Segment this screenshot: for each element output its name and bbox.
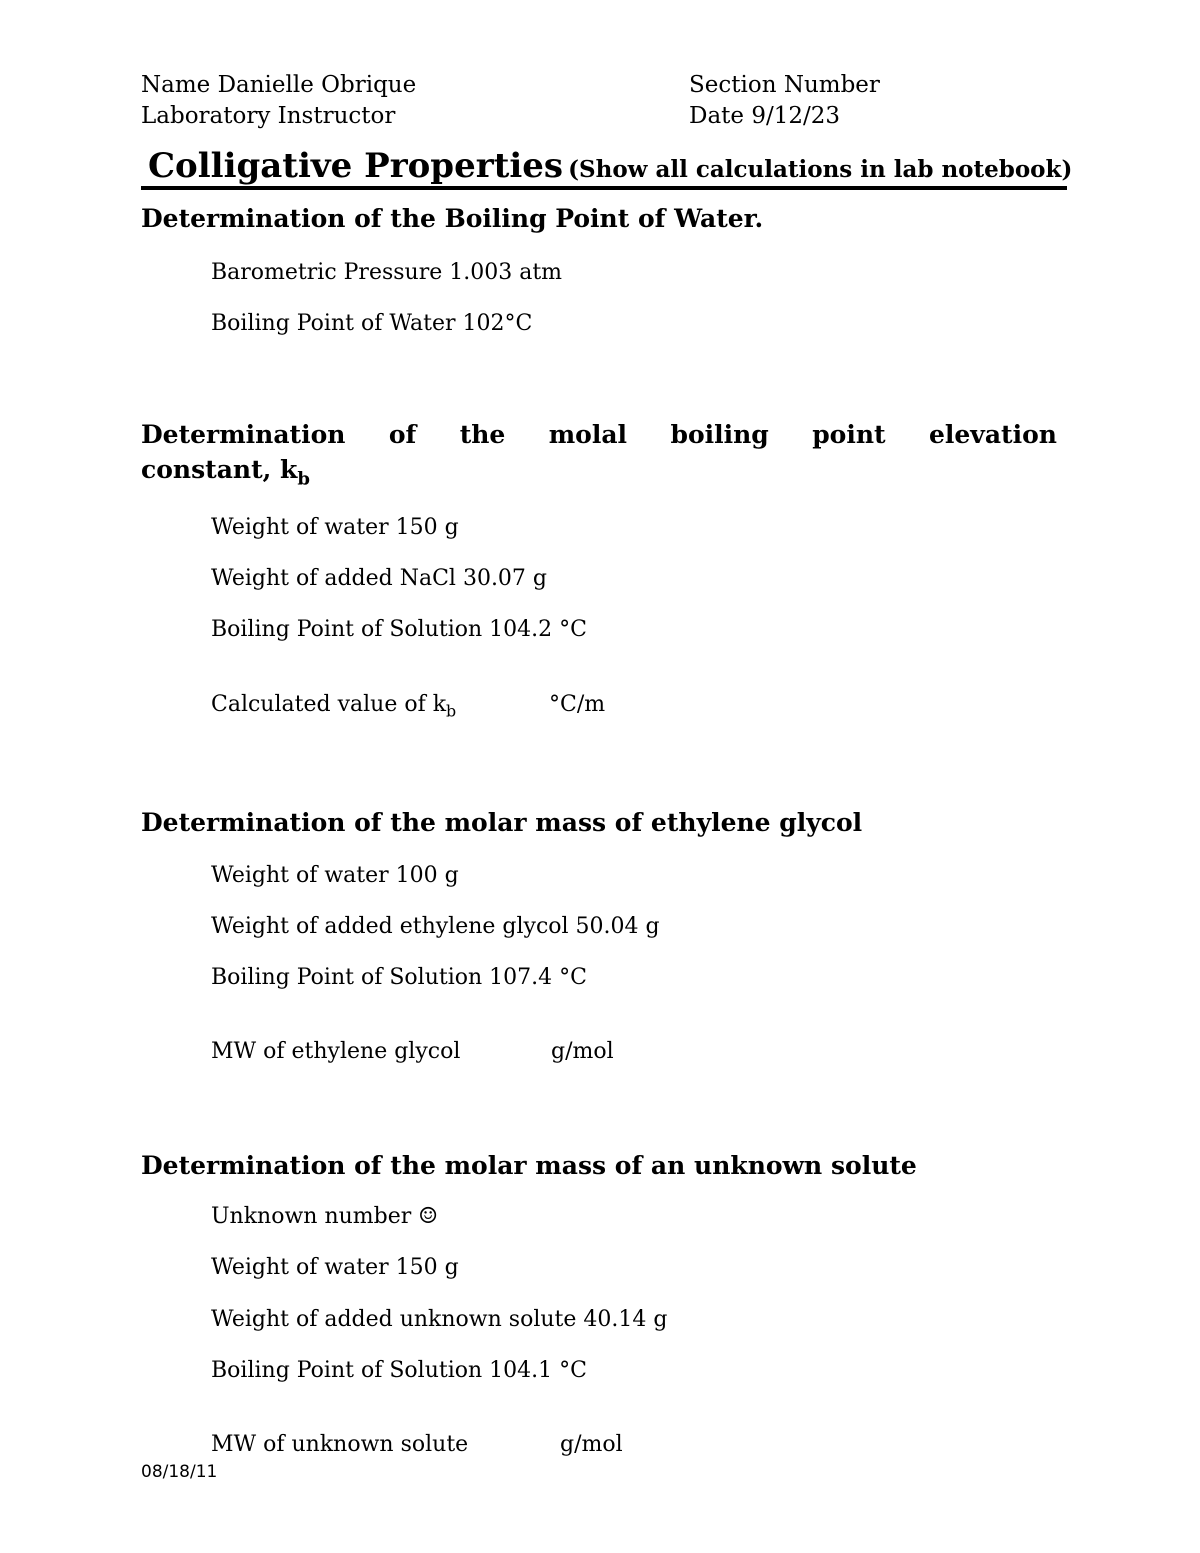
boiling-point-water: Boiling Point of Water 102°C (211, 311, 533, 336)
glycol-mw-unit: g/mol (551, 1039, 614, 1064)
heading-kb-word: of (388, 420, 417, 449)
unknown-weight-added: Weight of added unknown solute 40.14 g (211, 1307, 668, 1332)
title-rule (141, 186, 1067, 190)
unknown-weight-water: Weight of water 150 g (211, 1255, 459, 1280)
footer-date: 08/18/11 (141, 1462, 218, 1482)
lab-date: Date 9/12/23 (689, 103, 840, 129)
kb-weight-water: Weight of water 150 g (211, 515, 459, 540)
heading-kb-subscript: b (297, 468, 310, 490)
title-main: Colligative Properties (148, 146, 564, 186)
glycol-weight-water: Weight of water 100 g (211, 863, 459, 888)
kb-weight-nacl: Weight of added NaCl 30.07 g (211, 566, 548, 591)
section-number: Section Number (689, 72, 880, 98)
kb-calculated-label (211, 692, 457, 721)
heading-kb-line1 (141, 420, 1057, 449)
heading-kb-line2 (141, 455, 310, 490)
barometric-pressure: Barometric Pressure 1.003 atm (211, 260, 563, 285)
title-note: (Show all calculations in lab notebook) (568, 156, 1073, 183)
kb-calc-text: Calculated value of k (211, 692, 447, 717)
heading-unknown-solute: Determination of the molar mass of an unknown solute (141, 1151, 917, 1180)
heading-kb-constant: constant, k (141, 455, 298, 484)
heading-boiling-point-water: Determination of the Boiling Point of Water. (141, 204, 764, 233)
student-name: Name Danielle Obrique (141, 72, 417, 98)
glycol-weight-added: Weight of added ethylene glycol 50.04 g (211, 914, 660, 939)
heading-ethylene-glycol: Determination of the molar mass of ethylene glycol (141, 808, 863, 837)
kb-calculated-unit: °C/m (549, 692, 606, 717)
page-title (148, 146, 1072, 186)
kb-calc-subscript: b (446, 701, 457, 721)
kb-boiling-point-solution: Boiling Point of Solution 104.2 °C (211, 617, 587, 642)
heading-kb-word: molal (548, 420, 628, 449)
heading-kb-word: boiling (670, 420, 769, 449)
unknown-mw-label: MW of unknown solute (211, 1432, 469, 1457)
unknown-number: Unknown number ☺ (211, 1204, 438, 1229)
heading-kb-word: the (459, 420, 506, 449)
lab-instructor: Laboratory Instructor (141, 103, 396, 129)
heading-kb-word: Determination (141, 420, 346, 449)
glycol-mw-label: MW of ethylene glycol (211, 1039, 461, 1064)
heading-kb-word: point (812, 420, 886, 449)
unknown-mw-unit: g/mol (560, 1432, 623, 1457)
heading-kb-word: elevation (928, 420, 1057, 449)
unknown-boiling-point-solution: Boiling Point of Solution 104.1 °C (211, 1358, 587, 1383)
glycol-boiling-point-solution: Boiling Point of Solution 107.4 °C (211, 965, 587, 990)
